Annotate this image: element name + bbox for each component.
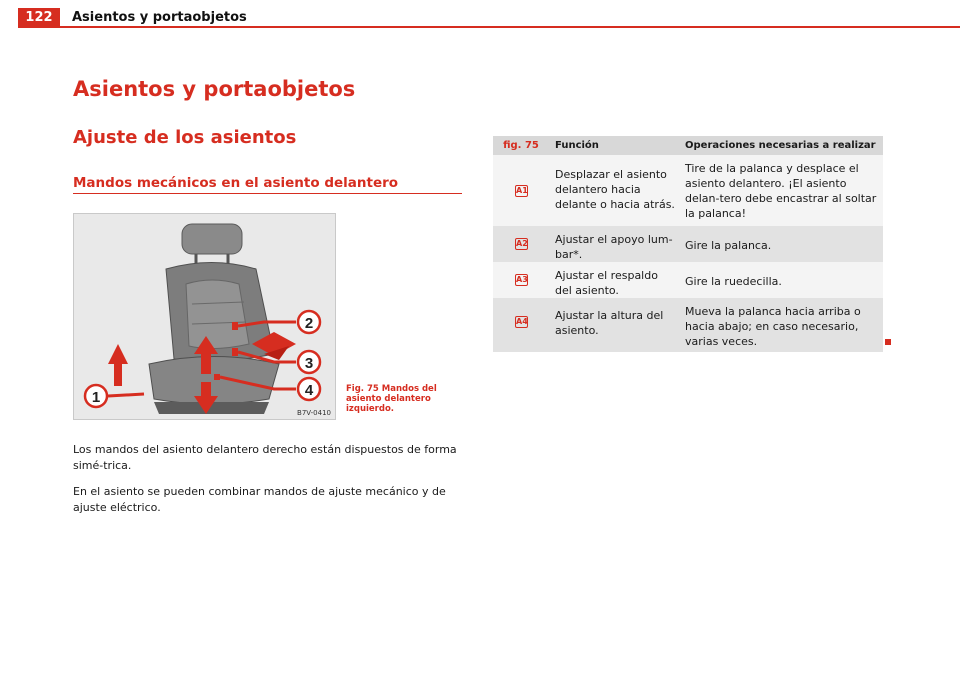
section-title: Ajuste de los asientos [73, 127, 297, 148]
arrow-1-shape [108, 344, 128, 386]
figure-code: B7V-0410 [297, 409, 331, 417]
table-cell-operacion: Gire la ruedecilla. [685, 275, 782, 288]
table-row [493, 155, 883, 226]
header-fig: fig. 75 [503, 140, 539, 151]
chapter-title: Asientos y portaobjetos [73, 77, 356, 101]
table-cell-operacion: Gire la palanca. [685, 239, 772, 252]
table-cell-funcion: Ajustar la altura del asiento. [555, 309, 664, 337]
table-header-row [493, 136, 883, 155]
subsection-rule [73, 193, 462, 194]
table-row [493, 298, 883, 352]
callout-badge: A1 [516, 186, 528, 195]
table-row [493, 226, 883, 262]
headrest-shape [182, 224, 242, 254]
table-cell-funcion: Ajustar el apoyo lum-bar*. [555, 233, 673, 261]
body-paragraph-2: En el asiento se pueden combinar mandos de ajuste mecánico y de ajuste eléctrico. [73, 485, 446, 514]
callout-4-label: 4 [304, 382, 314, 399]
table-cell-operacion: Mueva la palanca hacia arriba o hacia abajo; en caso necesario, varias veces. [685, 305, 861, 348]
subsection-title: Mandos mecánicos en el asiento delantero [73, 175, 399, 191]
header-operaciones: Operaciones necesarias a realizar [685, 140, 876, 151]
callout-badge: A2 [516, 239, 528, 248]
figure-caption: Fig. 75 Mandos del asiento delantero izquierdo. [346, 384, 437, 414]
page-number: 122 [18, 8, 60, 27]
table-cell-funcion: Desplazar el asiento delantero hacia delante o hacia atrás. [555, 168, 675, 211]
callout-badge: A3 [516, 275, 528, 284]
table-cell-operacion: Tire de la palanca y desplace el asiento delantero. ¡El asiento delan-tero debe encastrar al soltar la palanca! [685, 162, 877, 220]
callout-1-label: 1 [91, 389, 101, 406]
table-row [493, 262, 883, 298]
section-end-marker [885, 339, 891, 345]
seat-illustration [74, 214, 335, 419]
seat-figure [73, 213, 336, 420]
body-paragraph-1: Los mandos del asiento delantero derecho están dispuestos de forma simé-trica. [73, 443, 457, 472]
header-title: Asientos y portaobjetos [72, 10, 247, 25]
controls-table [493, 136, 883, 352]
callout-2-label: 2 [304, 315, 314, 332]
callout-3-label: 3 [304, 355, 314, 372]
table-cell-funcion: Ajustar el respaldo del asiento. [555, 269, 658, 297]
header-rule [18, 26, 960, 28]
callout-badge: A4 [516, 317, 528, 326]
header-funcion: Función [555, 140, 599, 151]
page-header [0, 0, 960, 27]
